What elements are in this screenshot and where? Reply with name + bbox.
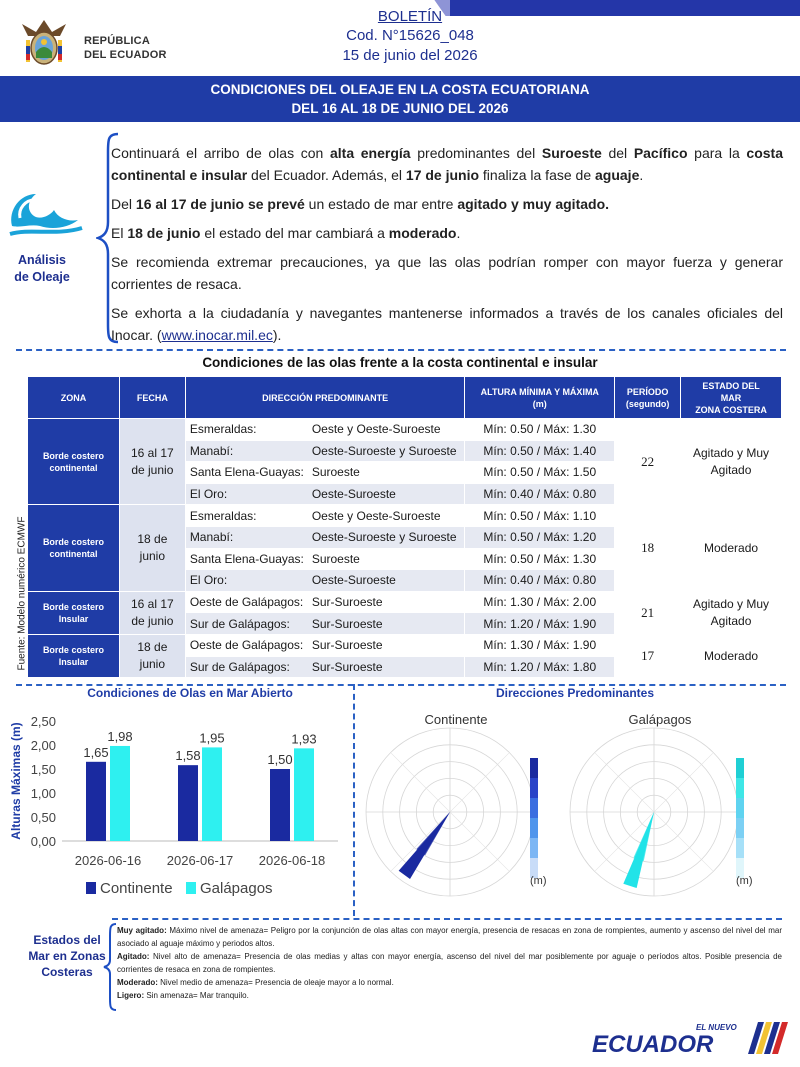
republic-line1: REPÚBLICA [84,35,150,47]
direction-cell: Santa Elena-Guayas: Suroeste [185,462,465,484]
sea-state-cell: Agitado y Muy Agitado [681,591,782,634]
rose-unit-label: (m) [530,875,547,887]
coat-of-arms-logo [14,12,224,72]
republic-line2: DEL ECUADOR [84,49,167,61]
legend-color-step [530,818,538,838]
title-line2: DEL 16 AL 18 DE JUNIO DEL 2026 [291,101,509,116]
rose-petal [416,812,450,855]
logo-el-nuevo: EL NUEVO [696,1023,737,1032]
bulletin-code: Cod. N°15626_048 [346,27,474,44]
y-tick-label: 2,00 [30,738,56,753]
height-range-cell: Mín: 0.50 / Máx: 1.20 [465,526,615,548]
section-divider [16,349,786,351]
height-range-cell: Mín: 0.50 / Máx: 1.30 [465,419,615,441]
bar-data-label: 1,93 [291,731,317,747]
bar-continente [270,769,290,841]
legend-color-step [530,838,538,858]
logo-ecuador: ECUADOR [592,1031,714,1058]
direction-cell: Sur de Galápagos: Sur-Suroeste [185,613,465,635]
analysis-p5: Se exhorta a la ciudadanía y navegantes mantenerse informados a través de los canales oficiales del Inocar. (www.inocar.mil.ec). [111,305,783,343]
legend-color-step [530,778,538,798]
table-row [28,634,782,656]
analysis-p1: Continuará el arribo de olas con alta energía predominantes del Suroeste del Pacífico para la costa continental e insular del Ecuador. Además, el 17 de junio finaliza la fase de aguaje. [111,145,783,183]
bar-galapagos [294,748,314,841]
ecuador-government-logo [588,1018,788,1058]
analysis-label-line2: de Oleaje [14,270,70,284]
col-altura: ALTURA MÍNIMA Y MÁXIMA (m) [465,377,615,419]
bar-data-label: 1,58 [175,748,201,764]
date-cell: 16 al 17 de junio [119,419,185,505]
legend-label: Continente [100,880,173,897]
y-tick-label: 1,00 [30,786,56,801]
legend-color-step [530,758,538,778]
height-range-cell: Mín: 0.50 / Máx: 1.10 [465,505,615,527]
state-ligero: Ligero: Sin amenaza= Mar tranquilo. [117,991,249,1000]
direction-cell: Esmeraldas: Oeste y Oeste-Suroeste [185,505,465,527]
col-direccion: DIRECCIÓN PREDOMINANTE [185,377,465,419]
bar-chart [6,704,352,904]
height-range-cell: Mín: 0.40 / Máx: 0.80 [465,483,615,505]
height-range-cell: Mín: 1.30 / Máx: 2.00 [465,591,615,613]
y-tick-label: 1,50 [30,762,56,777]
states-divider [112,918,782,920]
direction-cell: El Oro: Oeste-Suroeste [185,483,465,505]
title-line1: CONDICIONES DEL OLEAJE EN LA COSTA ECUATORIANA [210,82,590,97]
analysis-p3: El 18 de junio el estado del mar cambiará a moderado. [111,225,461,241]
rose-unit-label: (m) [736,875,753,887]
y-tick-label: 2,50 [30,714,56,729]
rose-title: Galápagos [628,712,692,727]
legend-color-step [736,818,744,838]
direction-cell: Santa Elena-Guayas: Suroeste [185,548,465,570]
height-range-cell: Mín: 0.50 / Máx: 1.40 [465,440,615,462]
col-fecha: FECHA [119,377,185,419]
zone-cell: Borde costero continental [28,419,120,505]
rose-petal [634,812,654,861]
direction-cell: Manabí: Oeste-Suroeste y Suroeste [185,526,465,548]
direction-cell: Oeste de Galápagos: Sur-Suroeste [185,591,465,613]
period-cell: 18 [615,505,681,591]
col-zona: ZONA [28,377,120,419]
states-text [117,924,782,1002]
legend-color-step [530,798,538,818]
period-cell: 22 [615,419,681,505]
legend-label: Galápagos [200,880,273,897]
bar-data-label: 1,65 [83,744,109,760]
legend-swatch [86,882,96,894]
legend-color-step [736,778,744,798]
sea-state-cell: Agitado y Muy Agitado [681,419,782,505]
legend-swatch [186,882,196,894]
state-agitado: Agitado: Nivel alto de amenaza= Presencia de olas medias y altas con mayor energía, ascenso del nivel del mar posiblemente por aguaje o períodos altos. Posible presencia de corrientes de resaca en zona de rompientes. [117,952,782,974]
wave-icon [6,182,84,242]
direction-cell: Oeste de Galápagos: Sur-Suroeste [185,634,465,656]
sea-state-cell: Moderado [681,634,782,677]
direction-cell: Sur de Galápagos: Sur-Suroeste [185,656,465,678]
date-cell: 18 de junio [119,634,185,677]
bar-galapagos [202,747,222,841]
period-cell: 17 [615,634,681,677]
states-label: Estados del Mar en Zonas Costeras [28,933,106,979]
bar-data-label: 1,50 [267,752,293,767]
y-axis-label: Alturas Máximas (m) [9,722,23,840]
table-row [28,419,782,441]
height-range-cell: Mín: 1.20 / Máx: 1.90 [465,613,615,635]
col-estado: ESTADO DEL MAR ZONA COSTERA [681,377,782,419]
bar-continente [86,762,106,841]
height-range-cell: Mín: 0.40 / Máx: 0.80 [465,570,615,592]
height-range-cell: Mín: 1.20 / Máx: 1.80 [465,656,615,678]
rose-title: Continente [424,712,488,727]
legend-color-step [736,758,744,778]
analysis-label [8,252,76,286]
zone-cell: Borde costero Insular [28,591,120,634]
wave-conditions-table [27,376,782,678]
source-note: Fuente: Modelo numérico ECMWF [16,516,28,671]
direction-cell: El Oro: Oeste-Suroeste [185,570,465,592]
height-range-cell: Mín: 1.30 / Máx: 1.90 [465,634,615,656]
analysis-label-line1: Análisis [18,253,66,267]
y-tick-label: 0,50 [30,810,56,825]
height-range-cell: Mín: 0.50 / Máx: 1.50 [465,462,615,484]
inocar-link[interactable]: www.inocar.mil.ec [161,327,273,343]
analysis-p2: Del 16 al 17 de junio se prevé un estado de mar entre agitado y muy agitado. [111,196,610,212]
col-periodo: PERÍODO (segundo) [615,377,681,419]
x-tick-label: 2026-06-16 [74,853,142,868]
sea-state-cell: Moderado [681,505,782,591]
direction-cell: Manabí: Oeste-Suroeste y Suroeste [185,440,465,462]
state-moderado: Moderado: Nivel medio de amenaza= Presencia de oleaje mayor a lo normal. [117,978,394,987]
height-range-cell: Mín: 0.50 / Máx: 1.30 [465,548,615,570]
table-row [28,591,782,613]
state-muy-agitado: Muy agitado: Máximo nivel de amenaza= Peligro por la conjunción de olas altas con mayor energía, presencia de resacas en zona de rompientes, aumento y ascenso del nivel del mar asociado al aguaje máximo y periodos altos. [117,926,782,948]
table-row [28,505,782,527]
zone-cell: Borde costero Insular [28,634,120,677]
analysis-text [111,142,783,353]
bar-continente [178,765,198,841]
x-tick-label: 2026-06-17 [166,853,234,868]
legend-color-step [736,838,744,858]
bulletin-info [300,8,520,65]
x-tick-label: 2026-06-18 [258,853,326,868]
bulletin-date: 15 de junio del 2026 [342,47,478,64]
direction-chart-title: Direcciones Predominantes [495,686,655,700]
bar-chart-title: Condiciones de Olas en Mar Abierto [87,686,293,700]
zone-cell: Borde costero continental [28,505,120,591]
bulletin-label: BOLETÍN [377,8,443,25]
bar-data-label: 1,98 [107,728,133,744]
rose-galapagos-legend [734,748,794,888]
y-tick-label: 0,00 [30,834,56,849]
table-section-title: Condiciones de las olas frente a la costa continental e insular [202,355,598,370]
page-title [0,76,800,122]
direction-cell: Esmeraldas: Oeste y Oeste-Suroeste [185,419,465,441]
charts-divider [353,684,355,916]
date-cell: 16 al 17 de junio [119,591,185,634]
date-cell: 18 de junio [119,505,185,591]
period-cell: 21 [615,591,681,634]
states-brace [102,922,118,1012]
bar-data-label: 1,95 [199,730,225,746]
legend-color-step [736,798,744,818]
coat-of-arms-icon [14,12,74,72]
analysis-p4: Se recomienda extremar precauciones, ya que las olas podrían romper con mayor fuerza y generar corrientes de resaca. [111,254,783,292]
bar-galapagos [110,746,130,841]
